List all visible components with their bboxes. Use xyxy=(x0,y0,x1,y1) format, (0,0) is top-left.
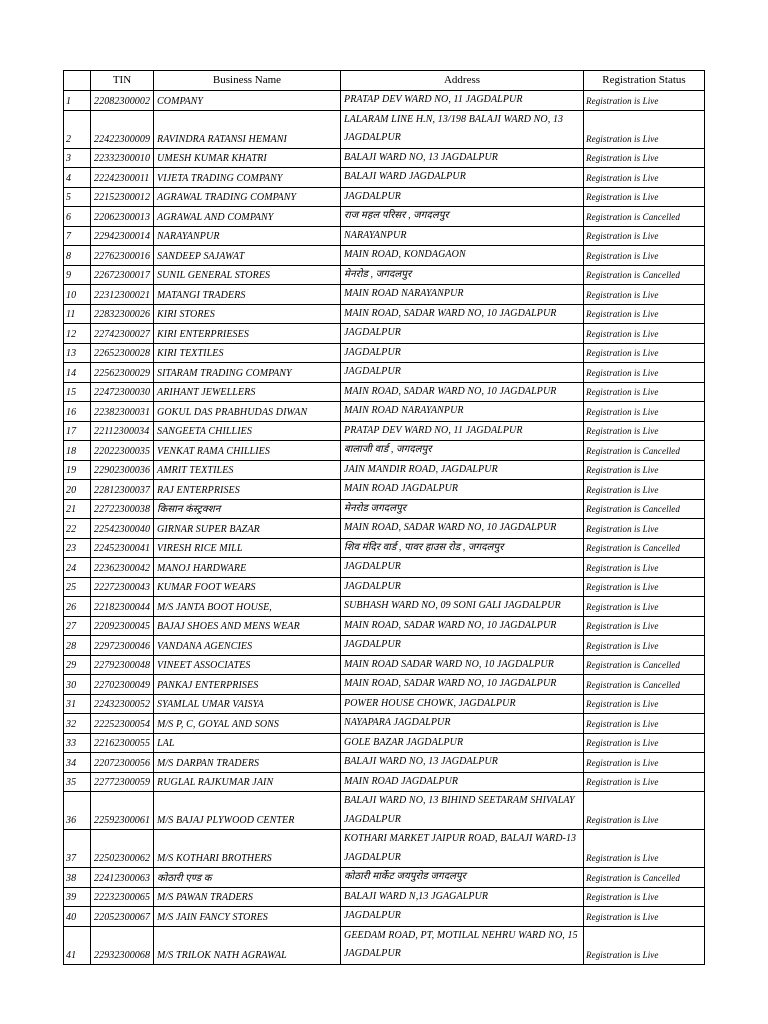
address-cell: JAGDALPUR xyxy=(341,187,584,207)
tin-cell: 22562300029 xyxy=(91,363,154,383)
row-number: 34 xyxy=(64,753,91,773)
address-cell: मेनरोड , जगदलपुर xyxy=(341,265,584,285)
row-number: 38 xyxy=(64,868,91,888)
tin-cell: 22452300041 xyxy=(91,538,154,558)
row-number: 37 xyxy=(64,830,91,868)
status-cell: Registration is Live xyxy=(584,168,705,188)
tin-cell: 22162300055 xyxy=(91,733,154,753)
business-name-cell: M/S KOTHARI BROTHERS xyxy=(154,830,341,868)
business-name-cell: AGRAWAL TRADING COMPANY xyxy=(154,187,341,207)
business-name-cell: VANDANA AGENCIES xyxy=(154,636,341,656)
tin-cell: 22762300016 xyxy=(91,246,154,266)
status-cell: Registration is Live xyxy=(584,792,705,830)
status-cell: Registration is Live xyxy=(584,363,705,383)
row-number: 5 xyxy=(64,187,91,207)
status-cell: Registration is Live xyxy=(584,382,705,402)
status-cell: Registration is Live xyxy=(584,402,705,422)
table-row xyxy=(64,616,705,636)
table-row xyxy=(64,402,705,422)
address-cell: MAIN ROAD, SADAR WARD NO, 10 JAGDALPUR xyxy=(341,675,584,695)
address-cell: बालाजी वार्ड , जगदलपुर xyxy=(341,441,584,461)
header-address: Address xyxy=(341,71,584,91)
table-row xyxy=(64,887,705,907)
row-number: 13 xyxy=(64,343,91,363)
row-number: 22 xyxy=(64,519,91,539)
tin-cell: 22112300034 xyxy=(91,421,154,441)
row-number: 39 xyxy=(64,887,91,907)
address-cell: MAIN ROAD NARAYANPUR xyxy=(341,285,584,305)
business-name-cell: M/S TRILOK NATH AGRAWAL xyxy=(154,926,341,964)
tin-cell: 22092300045 xyxy=(91,616,154,636)
table-row xyxy=(64,343,705,363)
status-cell: Registration is Live xyxy=(584,460,705,480)
tin-cell: 22932300068 xyxy=(91,926,154,964)
status-cell: Registration is Live xyxy=(584,148,705,168)
business-name-cell: RUGLAL RAJKUMAR JAIN xyxy=(154,772,341,792)
status-cell: Registration is Live xyxy=(584,110,705,148)
business-name-cell: AMRIT TEXTILES xyxy=(154,460,341,480)
row-number: 7 xyxy=(64,226,91,246)
header-registration-status: Registration Status xyxy=(584,71,705,91)
table-row xyxy=(64,714,705,734)
table-row xyxy=(64,733,705,753)
table-row xyxy=(64,926,705,964)
status-cell: Registration is Cancelled xyxy=(584,675,705,695)
table-row xyxy=(64,694,705,714)
business-name-cell: BAJAJ SHOES AND MENS WEAR xyxy=(154,616,341,636)
address-cell: BALAJI WARD NO, 13 BIHIND SEETARAM SHIVALAY JAGDALPUR xyxy=(341,792,584,830)
address-cell: JAIN MANDIR ROAD, JAGDALPUR xyxy=(341,460,584,480)
address-cell: BALAJI WARD NO, 13 JAGDALPUR xyxy=(341,753,584,773)
tin-cell: 22332300010 xyxy=(91,148,154,168)
tin-cell: 22652300028 xyxy=(91,343,154,363)
status-cell: Registration is Cancelled xyxy=(584,499,705,519)
table-row xyxy=(64,304,705,324)
business-name-cell: SITARAM TRADING COMPANY xyxy=(154,363,341,383)
business-name-cell: MATANGI TRADERS xyxy=(154,285,341,305)
row-number: 33 xyxy=(64,733,91,753)
status-cell: Registration is Live xyxy=(584,421,705,441)
table-row xyxy=(64,830,705,868)
row-number: 6 xyxy=(64,207,91,227)
business-name-cell: M/S JANTA BOOT HOUSE, xyxy=(154,597,341,617)
row-number: 9 xyxy=(64,265,91,285)
table-row xyxy=(64,91,705,111)
status-cell: Registration is Live xyxy=(584,226,705,246)
status-cell: Registration is Live xyxy=(584,480,705,500)
address-cell: MAIN ROAD, KONDAGAON xyxy=(341,246,584,266)
business-name-cell: UMESH KUMAR KHATRI xyxy=(154,148,341,168)
table-row xyxy=(64,324,705,344)
address-cell: MAIN ROAD, SADAR WARD NO, 10 JAGDALPUR xyxy=(341,382,584,402)
status-cell: Registration is Live xyxy=(584,636,705,656)
table-row xyxy=(64,363,705,383)
row-number: 3 xyxy=(64,148,91,168)
address-cell: BALAJI WARD N,13 JGAGALPUR xyxy=(341,887,584,907)
business-name-cell: M/S DARPAN TRADERS xyxy=(154,753,341,773)
address-cell: MAIN ROAD JAGDALPUR xyxy=(341,480,584,500)
row-number: 36 xyxy=(64,792,91,830)
status-cell: Registration is Cancelled xyxy=(584,441,705,461)
status-cell: Registration is Live xyxy=(584,616,705,636)
table-row xyxy=(64,499,705,519)
table-row xyxy=(64,636,705,656)
table-row xyxy=(64,538,705,558)
business-name-cell: KIRI ENTERPRIESES xyxy=(154,324,341,344)
business-name-cell: किसान कंस्ट्रक्शन xyxy=(154,499,341,519)
tin-cell: 22182300044 xyxy=(91,597,154,617)
row-number: 1 xyxy=(64,91,91,111)
business-name-cell: AGRAWAL AND COMPANY xyxy=(154,207,341,227)
tin-cell: 22902300036 xyxy=(91,460,154,480)
table-row xyxy=(64,597,705,617)
table-row xyxy=(64,558,705,578)
status-cell: Registration is Live xyxy=(584,597,705,617)
row-number: 12 xyxy=(64,324,91,344)
table-row xyxy=(64,421,705,441)
row-number: 29 xyxy=(64,655,91,675)
status-cell: Registration is Live xyxy=(584,324,705,344)
table-row xyxy=(64,382,705,402)
address-cell: MAIN ROAD NARAYANPUR xyxy=(341,402,584,422)
status-cell: Registration is Live xyxy=(584,91,705,111)
business-name-cell: GOKUL DAS PRABHUDAS DIWAN xyxy=(154,402,341,422)
tin-cell: 22702300049 xyxy=(91,675,154,695)
row-number: 41 xyxy=(64,926,91,964)
status-cell: Registration is Cancelled xyxy=(584,868,705,888)
address-cell: NARAYANPUR xyxy=(341,226,584,246)
status-cell: Registration is Live xyxy=(584,772,705,792)
address-cell: BALAJI WARD JAGDALPUR xyxy=(341,168,584,188)
business-name-cell: M/S BAJAJ PLYWOOD CENTER xyxy=(154,792,341,830)
row-number: 11 xyxy=(64,304,91,324)
tin-cell: 22432300052 xyxy=(91,694,154,714)
row-number: 17 xyxy=(64,421,91,441)
row-number: 32 xyxy=(64,714,91,734)
status-cell: Registration is Cancelled xyxy=(584,265,705,285)
tin-cell: 22832300026 xyxy=(91,304,154,324)
tin-cell: 22592300061 xyxy=(91,792,154,830)
table-row xyxy=(64,519,705,539)
row-number: 35 xyxy=(64,772,91,792)
address-cell: GOLE BAZAR JAGDALPUR xyxy=(341,733,584,753)
tin-cell: 22022300035 xyxy=(91,441,154,461)
table-row xyxy=(64,792,705,830)
table-row xyxy=(64,480,705,500)
tin-cell: 22742300027 xyxy=(91,324,154,344)
row-number: 20 xyxy=(64,480,91,500)
row-number: 2 xyxy=(64,110,91,148)
tin-cell: 22052300067 xyxy=(91,907,154,927)
status-cell: Registration is Live xyxy=(584,753,705,773)
status-cell: Registration is Live xyxy=(584,907,705,927)
address-cell: PRATAP DEV WARD NO, 11 JAGDALPUR xyxy=(341,421,584,441)
table-row xyxy=(64,207,705,227)
business-name-cell: LAL xyxy=(154,733,341,753)
business-name-cell: SANDEEP SAJAWAT xyxy=(154,246,341,266)
row-number: 14 xyxy=(64,363,91,383)
status-cell: Registration is Cancelled xyxy=(584,207,705,227)
address-cell: JAGDALPUR xyxy=(341,363,584,383)
status-cell: Registration is Live xyxy=(584,558,705,578)
tin-cell: 22472300030 xyxy=(91,382,154,402)
table-row xyxy=(64,655,705,675)
header-business-name: Business Name xyxy=(154,71,341,91)
header-row xyxy=(64,71,705,91)
status-cell: Registration is Live xyxy=(584,926,705,964)
business-name-cell: KIRI STORES xyxy=(154,304,341,324)
row-number: 40 xyxy=(64,907,91,927)
table-row xyxy=(64,110,705,148)
table-row xyxy=(64,907,705,927)
tin-cell: 22422300009 xyxy=(91,110,154,148)
business-name-cell: GIRNAR SUPER BAZAR xyxy=(154,519,341,539)
row-number: 30 xyxy=(64,675,91,695)
status-cell: Registration is Cancelled xyxy=(584,655,705,675)
business-name-cell: VIJETA TRADING COMPANY xyxy=(154,168,341,188)
status-cell: Registration is Live xyxy=(584,304,705,324)
tin-cell: 22542300040 xyxy=(91,519,154,539)
address-cell: कोठारी मार्केट जयपुरोड जगदलपुर xyxy=(341,868,584,888)
status-cell: Registration is Live xyxy=(584,733,705,753)
table-row xyxy=(64,226,705,246)
table-row xyxy=(64,168,705,188)
address-cell: JAGDALPUR xyxy=(341,907,584,927)
address-cell: GEEDAM ROAD, PT, MOTILAL NEHRU WARD NO, 15 JAGDALPUR xyxy=(341,926,584,964)
tin-cell: 22242300011 xyxy=(91,168,154,188)
address-cell: POWER HOUSE CHOWK, JAGDALPUR xyxy=(341,694,584,714)
tin-cell: 22722300038 xyxy=(91,499,154,519)
address-cell: MAIN ROAD, SADAR WARD NO, 10 JAGDALPUR xyxy=(341,616,584,636)
address-cell: KOTHARI MARKET JAIPUR ROAD, BALAJI WARD-13 JAGDALPUR xyxy=(341,830,584,868)
address-cell: MAIN ROAD JAGDALPUR xyxy=(341,772,584,792)
row-number: 15 xyxy=(64,382,91,402)
status-cell: Registration is Live xyxy=(584,519,705,539)
business-name-cell: M/S PAWAN TRADERS xyxy=(154,887,341,907)
table-row xyxy=(64,148,705,168)
status-cell: Registration is Live xyxy=(584,187,705,207)
table-row xyxy=(64,441,705,461)
status-cell: Registration is Live xyxy=(584,343,705,363)
status-cell: Registration is Live xyxy=(584,714,705,734)
business-name-cell: VENKAT RAMA CHILLIES xyxy=(154,441,341,461)
tin-cell: 22942300014 xyxy=(91,226,154,246)
business-name-cell: SANGEETA CHILLIES xyxy=(154,421,341,441)
business-name-cell: KIRI TEXTILES xyxy=(154,343,341,363)
business-name-cell: COMPANY xyxy=(154,91,341,111)
row-number: 19 xyxy=(64,460,91,480)
row-number: 28 xyxy=(64,636,91,656)
header-tin: TIN xyxy=(91,71,154,91)
status-cell: Registration is Live xyxy=(584,577,705,597)
business-name-cell: KUMAR FOOT WEARS xyxy=(154,577,341,597)
business-name-cell: SUNIL GENERAL STORES xyxy=(154,265,341,285)
business-name-cell: ARIHANT JEWELLERS xyxy=(154,382,341,402)
row-number: 24 xyxy=(64,558,91,578)
table-row xyxy=(64,187,705,207)
row-number: 18 xyxy=(64,441,91,461)
address-cell: JAGDALPUR xyxy=(341,558,584,578)
row-number: 4 xyxy=(64,168,91,188)
address-cell: मेनरोड जगदलपुर xyxy=(341,499,584,519)
status-cell: Registration is Live xyxy=(584,246,705,266)
tin-cell: 22812300037 xyxy=(91,480,154,500)
address-cell: PRATAP DEV WARD NO, 11 JAGDALPUR xyxy=(341,91,584,111)
address-cell: राज महल परिसर , जगदलपुर xyxy=(341,207,584,227)
tin-cell: 22382300031 xyxy=(91,402,154,422)
business-name-cell: कोठारी एण्ड क xyxy=(154,868,341,888)
tin-cell: 22792300048 xyxy=(91,655,154,675)
business-name-cell: NARAYANPUR xyxy=(154,226,341,246)
address-cell: शिव मंदिर वार्ड , पावर हाउस रोड , जगदलपुर xyxy=(341,538,584,558)
tin-cell: 22412300063 xyxy=(91,868,154,888)
table-row xyxy=(64,753,705,773)
table-row xyxy=(64,265,705,285)
business-name-cell: VINEET ASSOCIATES xyxy=(154,655,341,675)
status-cell: Registration is Cancelled xyxy=(584,538,705,558)
status-cell: Registration is Live xyxy=(584,887,705,907)
row-number: 21 xyxy=(64,499,91,519)
tin-cell: 22072300056 xyxy=(91,753,154,773)
tin-cell: 22082300002 xyxy=(91,91,154,111)
row-number: 31 xyxy=(64,694,91,714)
tin-cell: 22272300043 xyxy=(91,577,154,597)
tin-cell: 22772300059 xyxy=(91,772,154,792)
tin-cell: 22232300065 xyxy=(91,887,154,907)
tin-cell: 22152300012 xyxy=(91,187,154,207)
address-cell: MAIN ROAD SADAR WARD NO, 10 JAGDALPUR xyxy=(341,655,584,675)
table-row xyxy=(64,868,705,888)
address-cell: JAGDALPUR xyxy=(341,343,584,363)
tin-cell: 22312300021 xyxy=(91,285,154,305)
row-number: 16 xyxy=(64,402,91,422)
tin-cell: 22972300046 xyxy=(91,636,154,656)
tin-cell: 22062300013 xyxy=(91,207,154,227)
business-name-cell: VIRESH RICE MILL xyxy=(154,538,341,558)
table-row xyxy=(64,285,705,305)
status-cell: Registration is Live xyxy=(584,694,705,714)
address-cell: SUBHASH WARD NO, 09 SONI GALI JAGDALPUR xyxy=(341,597,584,617)
address-cell: NAYAPARA JAGDALPUR xyxy=(341,714,584,734)
business-name-cell: M/S JAIN FANCY STORES xyxy=(154,907,341,927)
table-row xyxy=(64,246,705,266)
business-name-cell: RAJ ENTERPRISES xyxy=(154,480,341,500)
status-cell: Registration is Live xyxy=(584,830,705,868)
row-number: 23 xyxy=(64,538,91,558)
business-name-cell: RAVINDRA RATANSI HEMANI xyxy=(154,110,341,148)
address-cell: MAIN ROAD, SADAR WARD NO, 10 JAGDALPUR xyxy=(341,519,584,539)
table-row xyxy=(64,772,705,792)
row-number: 10 xyxy=(64,285,91,305)
table-row xyxy=(64,675,705,695)
address-cell: BALAJI WARD NO, 13 JAGDALPUR xyxy=(341,148,584,168)
address-cell: JAGDALPUR xyxy=(341,324,584,344)
row-number: 27 xyxy=(64,616,91,636)
header-index xyxy=(64,71,91,91)
tin-cell: 22252300054 xyxy=(91,714,154,734)
business-name-cell: MANOJ HARDWARE xyxy=(154,558,341,578)
row-number: 26 xyxy=(64,597,91,617)
address-cell: LALARAM LINE H.N, 13/198 BALAJI WARD NO, 13 JAGDALPUR xyxy=(341,110,584,148)
table-row xyxy=(64,460,705,480)
business-name-cell: PANKAJ ENTERPRISES xyxy=(154,675,341,695)
address-cell: JAGDALPUR xyxy=(341,577,584,597)
registration-table xyxy=(63,70,705,965)
address-cell: MAIN ROAD, SADAR WARD NO, 10 JAGDALPUR xyxy=(341,304,584,324)
tin-cell: 22362300042 xyxy=(91,558,154,578)
tin-cell: 22502300062 xyxy=(91,830,154,868)
tin-cell: 22672300017 xyxy=(91,265,154,285)
row-number: 25 xyxy=(64,577,91,597)
business-name-cell: SYAMLAL UMAR VAISYA xyxy=(154,694,341,714)
address-cell: JAGDALPUR xyxy=(341,636,584,656)
business-name-cell: M/S P, C, GOYAL AND SONS xyxy=(154,714,341,734)
status-cell: Registration is Live xyxy=(584,285,705,305)
table-row xyxy=(64,577,705,597)
row-number: 8 xyxy=(64,246,91,266)
